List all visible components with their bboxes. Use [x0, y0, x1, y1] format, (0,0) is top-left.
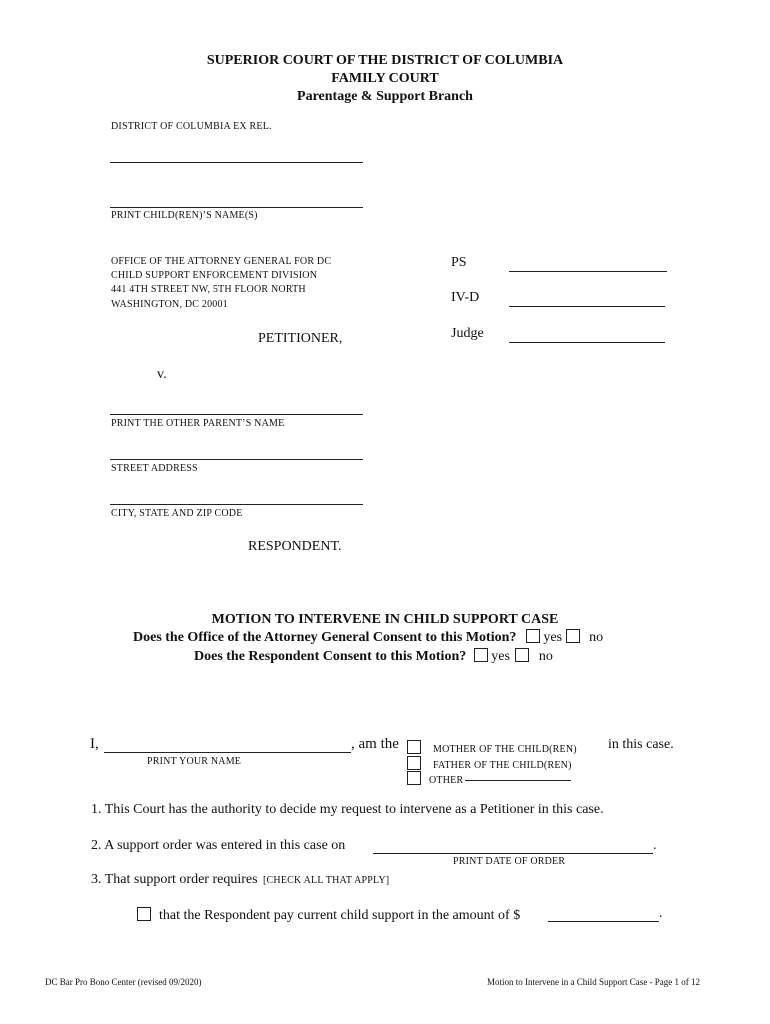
respondent-label: RESPONDENT.: [248, 539, 342, 554]
current-support-label: that the Respondent pay current child support in the amount of $: [159, 908, 521, 923]
item-2: 2. A support order was entered in this case on: [91, 838, 346, 853]
respondent-consent-yes-checkbox[interactable]: [474, 648, 488, 662]
mother-label: MOTHER OF THE CHILD(REN): [433, 744, 577, 755]
oag-line-3: 441 4TH STREET NW, 5TH FLOOR NORTH: [111, 284, 306, 295]
motion-title: MOTION TO INTERVENE IN CHILD SUPPORT CASE: [211, 612, 559, 627]
item-2-end: .: [653, 838, 657, 853]
oag-consent-no-label: no: [589, 630, 604, 645]
court-name: SUPERIOR COURT OF THE DISTRICT OF COLUMBIA: [206, 53, 564, 68]
item-1: 1. This Court has the authority to decide my request to intervene as a Petitioner in this case.: [91, 802, 604, 817]
division-name: FAMILY COURT: [331, 71, 439, 86]
item-3-note: [CHECK ALL THAT APPLY]: [263, 875, 390, 886]
father-label: FATHER OF THE CHILD(REN): [433, 760, 572, 771]
respondent-consent-question: Does the Respondent Consent to this Motion?: [194, 649, 467, 664]
current-support-checkbox[interactable]: [137, 907, 151, 921]
child-names-label: PRINT CHILD(REN)’S NAME(S): [111, 210, 258, 221]
your-name-label: PRINT YOUR NAME: [147, 756, 242, 767]
ex-rel-field[interactable]: [110, 162, 363, 163]
respondent-consent-no-checkbox[interactable]: [515, 648, 529, 662]
footer-left: DC Bar Pro Bono Center (revised 09/2020): [45, 977, 202, 987]
other-parent-field[interactable]: [110, 414, 363, 415]
footer-right: Motion to Intervene in a Child Support Case - Page 1 of 12: [487, 977, 700, 987]
ps-label: PS: [451, 255, 467, 270]
other-label: OTHER: [429, 775, 464, 786]
city-state-zip-label: CITY, STATE AND ZIP CODE: [111, 508, 243, 519]
oag-consent-row: [133, 629, 603, 646]
current-support-option: [137, 906, 520, 924]
street-address-field[interactable]: [110, 459, 363, 460]
order-date-field[interactable]: [373, 853, 653, 854]
judge-label: Judge: [451, 326, 484, 341]
petitioner-label: PETITIONER,: [258, 331, 343, 346]
your-name-field[interactable]: [104, 752, 351, 753]
judge-field[interactable]: [509, 342, 665, 343]
other-checkbox[interactable]: [407, 771, 421, 785]
oag-line-2: CHILD SUPPORT ENFORCEMENT DIVISION: [111, 270, 318, 281]
item-3-row: [91, 872, 389, 888]
oag-consent-yes-label: yes: [543, 630, 563, 645]
current-support-amount-field[interactable]: [548, 921, 659, 922]
ps-field[interactable]: [509, 271, 667, 272]
current-support-end: .: [659, 906, 663, 921]
oag-line-1: OFFICE OF THE ATTORNEY GENERAL FOR DC: [111, 256, 332, 267]
oag-consent-yes-checkbox[interactable]: [526, 629, 540, 643]
oag-consent-no-checkbox[interactable]: [566, 629, 580, 643]
intro-i: I,: [90, 736, 99, 752]
other-parent-label: PRINT THE OTHER PARENT’S NAME: [111, 418, 285, 429]
mother-checkbox[interactable]: [407, 740, 421, 754]
oag-consent-question: Does the Office of the Attorney General Consent to this Motion?: [133, 630, 517, 645]
item-3: 3. That support order requires: [91, 872, 258, 887]
street-address-label: STREET ADDRESS: [111, 463, 198, 474]
ex-rel-label: DISTRICT OF COLUMBIA EX REL.: [111, 121, 272, 132]
branch-name: Parentage & Support Branch: [297, 89, 473, 104]
ivd-label: IV-D: [451, 290, 480, 305]
other-option: [407, 770, 463, 788]
respondent-consent-yes-label: yes: [491, 649, 510, 664]
child-names-field[interactable]: [110, 207, 363, 208]
versus-label: v.: [157, 367, 167, 382]
intro-am-the: , am the: [351, 736, 399, 752]
oag-line-4: WASHINGTON, DC 20001: [111, 299, 228, 310]
order-date-label: PRINT DATE OF ORDER: [453, 856, 566, 867]
father-checkbox[interactable]: [407, 756, 421, 770]
ivd-field[interactable]: [509, 306, 665, 307]
city-state-zip-field[interactable]: [110, 504, 363, 505]
other-relation-field[interactable]: [465, 780, 571, 781]
respondent-consent-no-label: no: [538, 649, 553, 664]
intro-in-this-case: in this case.: [608, 737, 674, 752]
respondent-consent-row: [194, 648, 553, 665]
